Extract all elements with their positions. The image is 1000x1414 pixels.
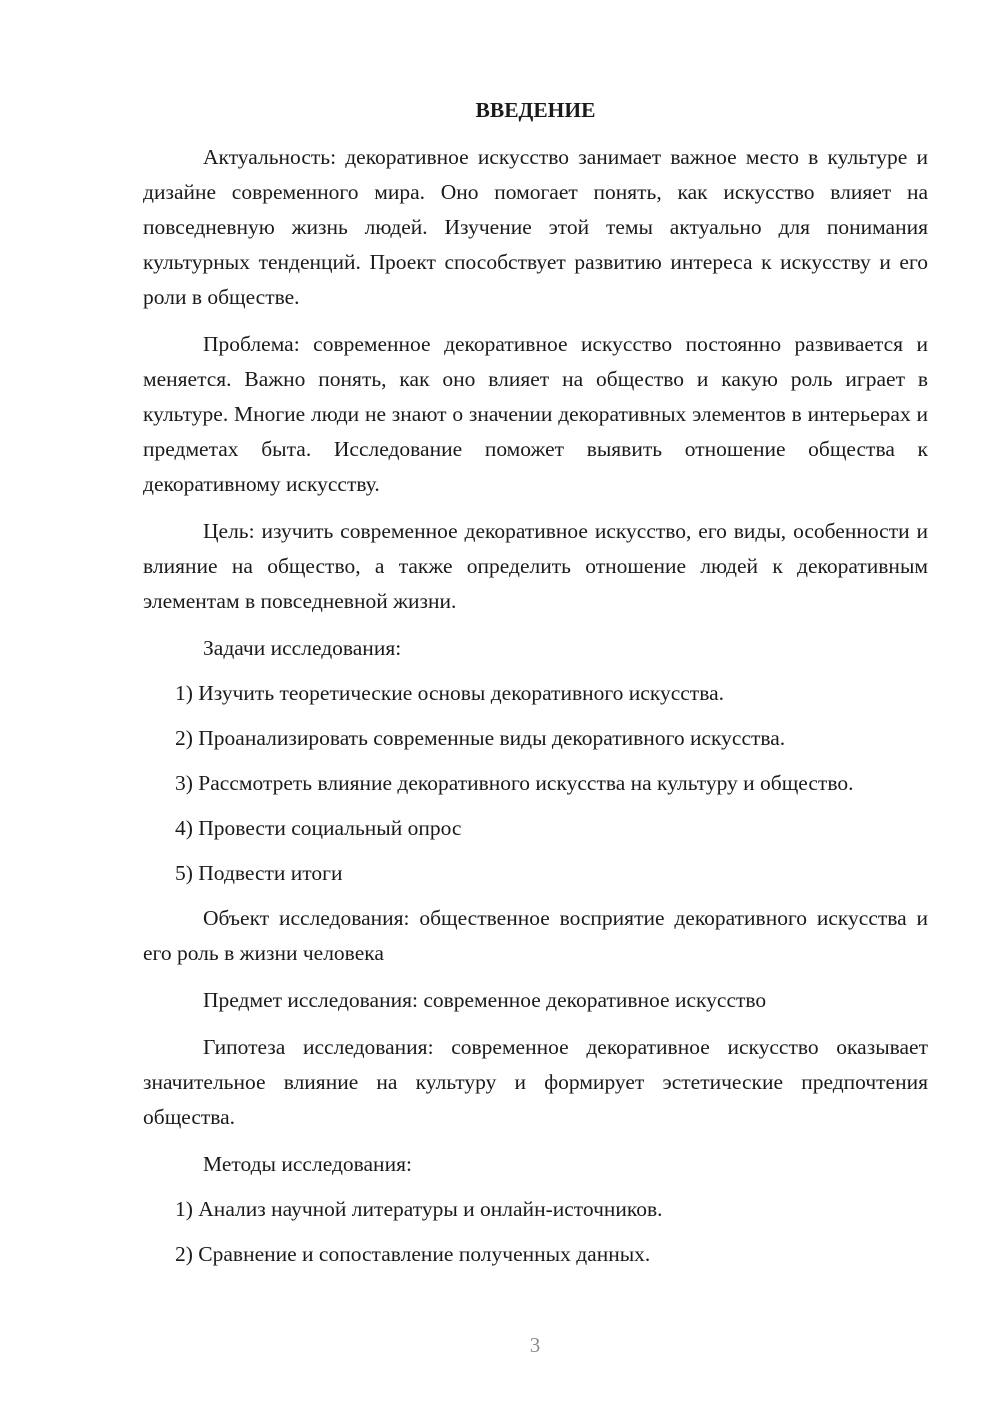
subject-paragraph: Предмет исследования: современное декоративное искусство [203,988,767,1012]
task-item: 4) Провести социальный опрос [175,816,462,840]
problem-paragraph: Проблема: современное декоративное искусство постоянно развивается и меняется. Важно понять, как оно влияет на общество и какую роль играет в культуре. Многие люди не знают о значении декоративных элементов в интерьерах и предметах быта. Исследование поможет выявить отношение общества к декоративному искусству. [143,332,928,496]
methods-heading: Методы исследования: [203,1152,412,1176]
hypothesis-paragraph: Гипотеза исследования: современное декоративное искусство оказывает значительное влияние на культуру и формирует эстетические предпочтения общества. [143,1035,928,1129]
goal-paragraph: Цель: изучить современное декоративное искусство, его виды, особенности и влияние на общество, а также определить отношение людей к декоративным элементам в повседневной жизни. [143,519,928,613]
task-item: 2) Проанализировать современные виды декоративного искусства. [175,726,786,750]
tasks-heading: Задачи исследования: [203,636,402,660]
task-item: 1) Изучить теоретические основы декоративного искусства. [175,681,724,705]
task-item: 3) Рассмотреть влияние декоративного искусства на культуру и общество. [175,771,854,795]
task-item: 5) Подвести итоги [175,861,343,885]
page-title: ВВЕДЕНИЕ [475,98,596,122]
page-number: 3 [529,1333,541,1357]
method-item: 2) Сравнение и сопоставление полученных данных. [175,1242,651,1266]
object-paragraph: Объект исследования: общественное восприятие декоративного искусства и его роль в жизни человека [143,906,928,965]
page-content [143,93,928,1282]
method-item: 1) Анализ научной литературы и онлайн-источников. [175,1197,663,1221]
relevance-paragraph: Актуальность: декоративное искусство занимает важное место в культуре и дизайне современного мира. Оно помогает понять, как искусство влияет на повседневную жизнь людей. Изучение этой темы актуально для понимания культурных тенденций. Проект способствует развитию интереса к искусству и его роли в обществе. [143,145,928,309]
